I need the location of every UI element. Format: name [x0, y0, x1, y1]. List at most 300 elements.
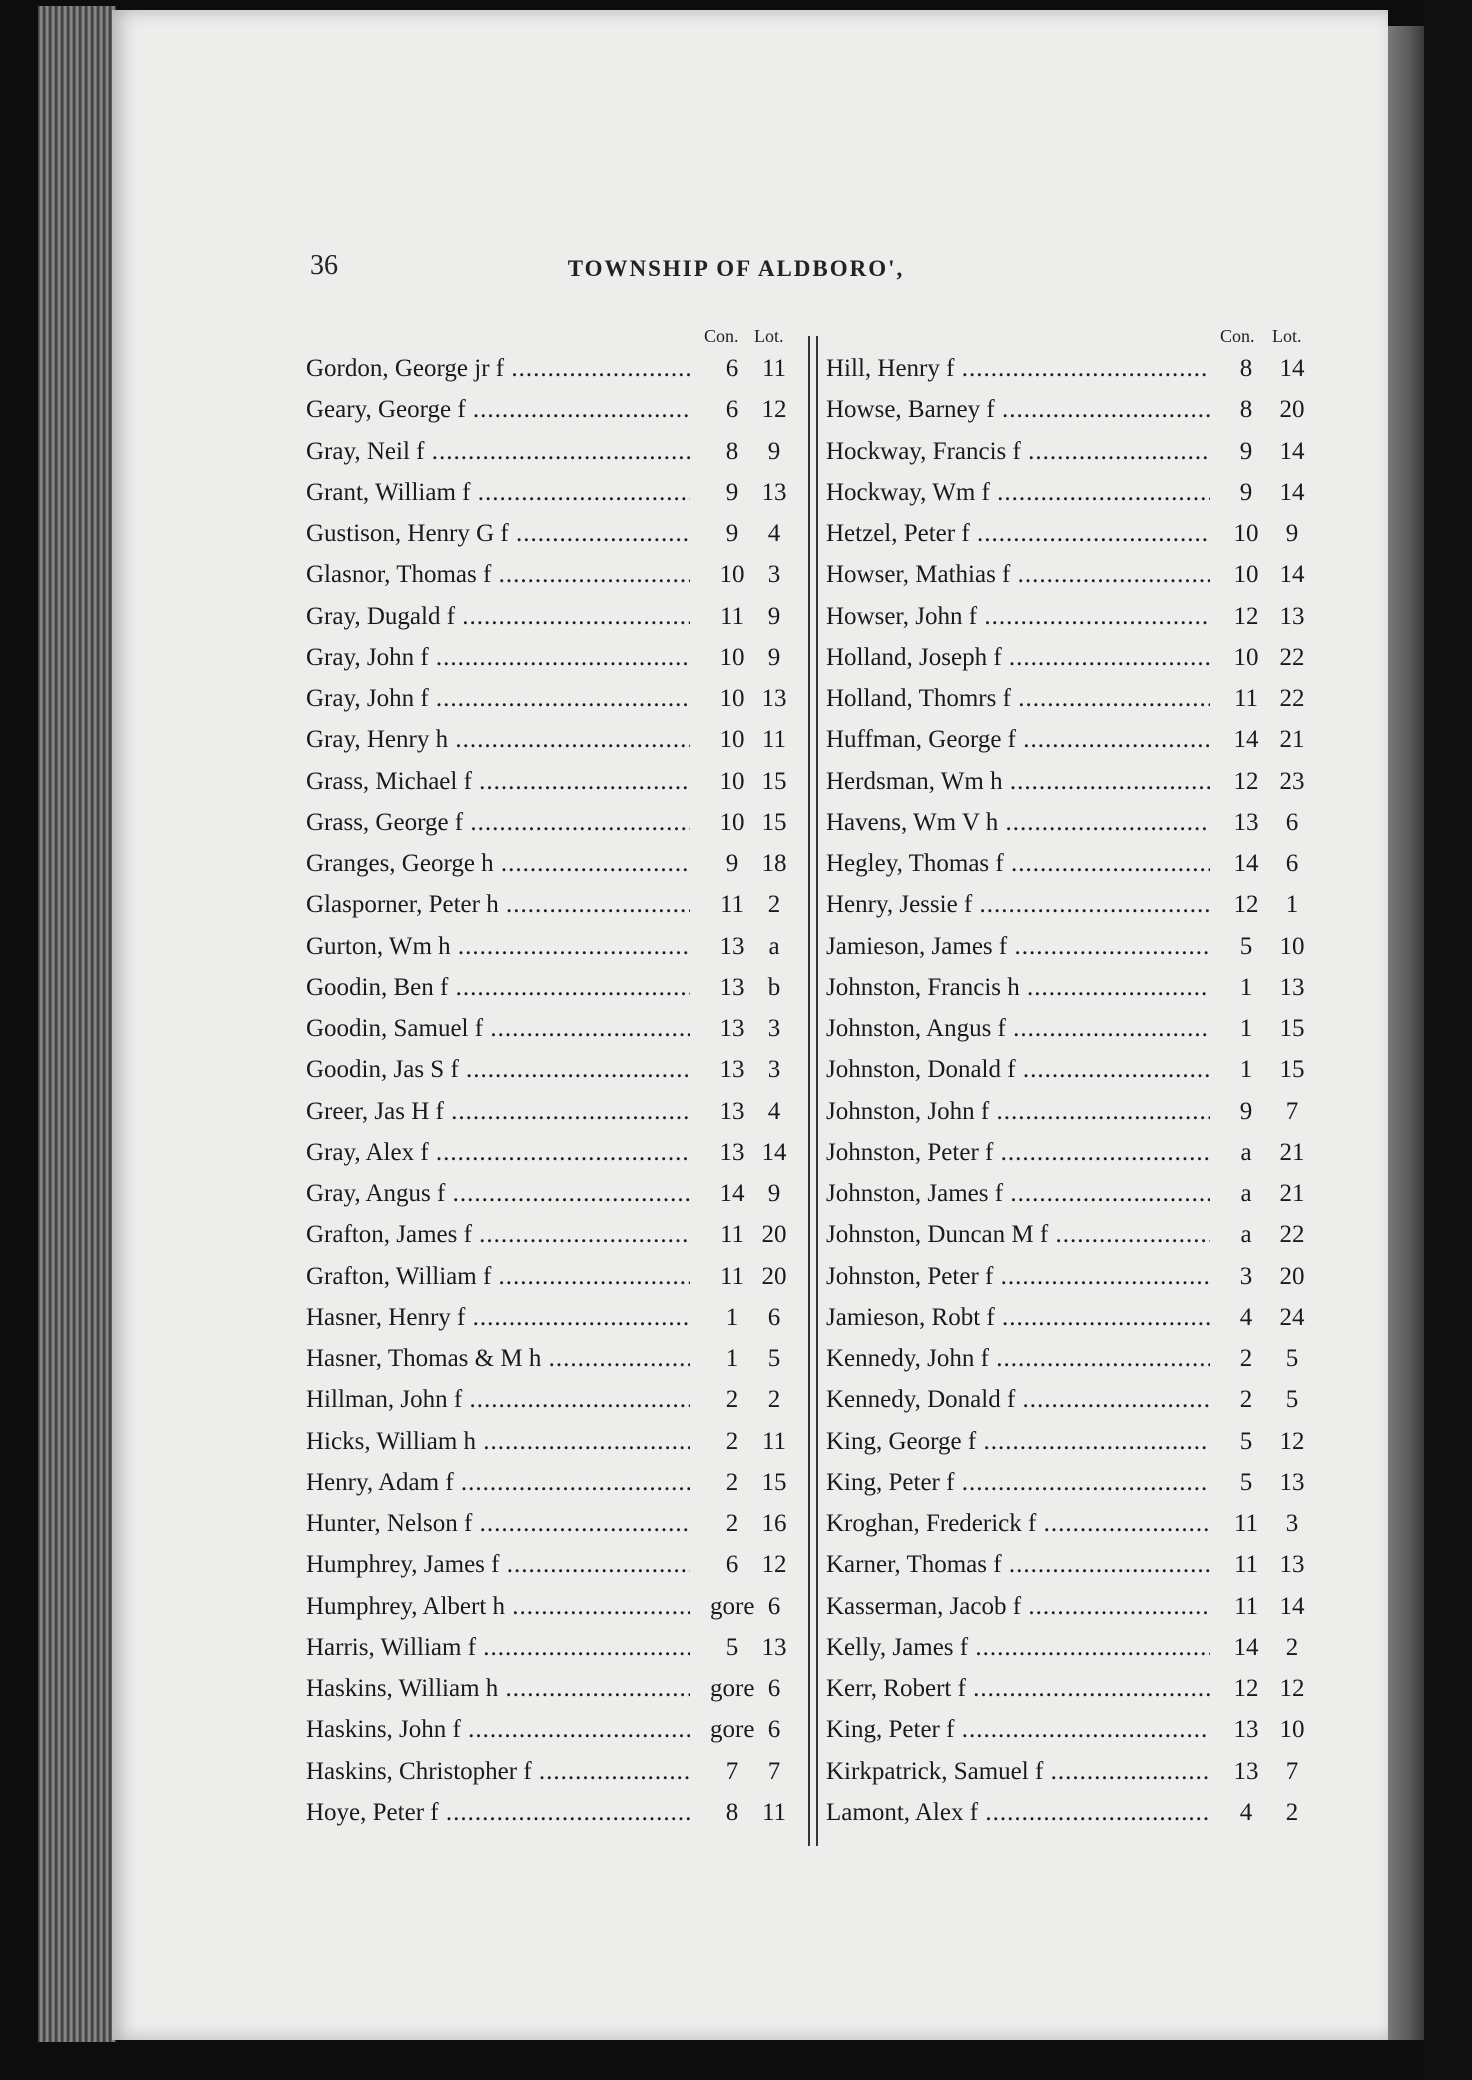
- entry-con: 6: [725, 355, 739, 382]
- list-item: [306, 513, 801, 554]
- entry-con: 11: [719, 1262, 745, 1290]
- list-item: [826, 1792, 1318, 1833]
- entry-con: 14: [719, 1180, 745, 1207]
- entry-name: Gray, Angus f .....: [306, 1173, 690, 1214]
- entry-lot: 22: [1279, 685, 1305, 712]
- entry-name: Hetzel, Peter f .....: [826, 513, 1210, 554]
- list-item: [306, 596, 801, 637]
- list-item: [306, 761, 801, 802]
- entry-con: 2: [725, 1427, 739, 1455]
- entry-con: 1: [1239, 973, 1253, 1001]
- left-column: [306, 320, 801, 1833]
- running-head: TOWNSHIP OF ALDBORO',: [567, 256, 905, 281]
- entry-name: Hillman, John f .....: [306, 1379, 690, 1420]
- entry-con: 9: [725, 520, 739, 547]
- entry-lot: 20: [761, 1262, 787, 1290]
- entry-lot: 14: [761, 1138, 787, 1166]
- entry-con: 10: [719, 685, 745, 712]
- entry-lot: 13: [1279, 1468, 1305, 1496]
- entry-lot: 4: [767, 1097, 781, 1125]
- entry-name: Grafton, William f .....: [306, 1256, 690, 1297]
- entry-lot: 5: [1285, 1386, 1299, 1414]
- entry-name: Johnston, Peter f .....: [826, 1256, 1210, 1297]
- list-item: [306, 1214, 801, 1255]
- entry-lot: 5: [1285, 1345, 1299, 1372]
- list-item: [826, 1214, 1318, 1255]
- list-item: [306, 1297, 801, 1338]
- entry-lot: 7: [767, 1757, 781, 1785]
- list-item: [306, 472, 801, 513]
- list-item: [306, 1503, 801, 1544]
- entry-con: 4: [1239, 1798, 1253, 1826]
- entry-con: 1: [725, 1345, 739, 1372]
- entry-lot: 2: [1285, 1798, 1299, 1826]
- entry-name: Kelly, James f .....: [826, 1627, 1210, 1668]
- entry-con: 1: [1239, 1056, 1253, 1084]
- list-item: [306, 802, 801, 843]
- entry-name: Goodin, Jas S f .....: [306, 1049, 690, 1090]
- entry-name: Harris, William f .....: [306, 1627, 690, 1668]
- entry-lot: 13: [761, 1633, 787, 1661]
- entry-con: a: [1240, 1180, 1252, 1207]
- entry-name: Johnston, James f .....: [826, 1173, 1210, 1214]
- list-item: [306, 1008, 801, 1049]
- entry-con: 1: [1239, 1015, 1253, 1042]
- entry-name: Grass, Michael f .....: [306, 761, 690, 802]
- page-right-edge: [1388, 26, 1424, 2040]
- list-item: [826, 1049, 1318, 1090]
- entry-lot: 3: [767, 1015, 781, 1042]
- entry-con: 1: [725, 1303, 739, 1331]
- right-entries: [826, 348, 1318, 1833]
- entry-con: 9: [1239, 437, 1253, 465]
- entry-lot: 13: [761, 685, 787, 712]
- list-item: [826, 1751, 1318, 1792]
- entry-lot: 9: [767, 1180, 781, 1207]
- entry-name: Goodin, Samuel f .....: [306, 1008, 690, 1049]
- list-item: [306, 348, 801, 389]
- lot-header: Lot.: [754, 326, 784, 346]
- entry-con: 13: [719, 1056, 745, 1084]
- entry-lot: 2: [767, 1386, 781, 1414]
- entry-con: 8: [725, 1798, 739, 1826]
- entry-name: Glasporner, Peter h .....: [306, 884, 690, 925]
- list-item: [306, 1421, 801, 1462]
- entry-name: Kroghan, Frederick f .....: [826, 1503, 1210, 1544]
- entry-lot: 23: [1279, 767, 1305, 795]
- list-item: [306, 1751, 801, 1792]
- entry-lot: 14: [1279, 437, 1305, 465]
- entry-lot: 9: [767, 602, 781, 630]
- column-divider: [808, 336, 818, 1846]
- entry-lot: 14: [1279, 561, 1305, 589]
- entry-lot: 6: [1285, 808, 1299, 836]
- entry-lot: 14: [1279, 478, 1305, 506]
- entry-lot: 4: [767, 520, 781, 547]
- list-item: [826, 1338, 1318, 1379]
- entry-lot: 3: [1285, 1510, 1299, 1537]
- list-item: [306, 1338, 801, 1379]
- entry-con: 2: [1239, 1386, 1253, 1414]
- entry-lot: 9: [767, 437, 781, 465]
- entry-lot: 15: [1279, 1015, 1305, 1042]
- entry-con: 12: [1233, 602, 1259, 630]
- list-item: [306, 431, 801, 472]
- entry-name: Gray, John f .....: [306, 678, 690, 719]
- entry-lot: 13: [1279, 602, 1305, 630]
- entry-name: Haskins, Christopher f .....: [306, 1751, 690, 1792]
- list-item: [826, 1544, 1318, 1585]
- entry-name: Kerr, Robert f .....: [826, 1668, 1210, 1709]
- list-item: [826, 678, 1318, 719]
- entry-name: Hegley, Thomas f .....: [826, 843, 1210, 884]
- entry-lot: b: [767, 973, 781, 1001]
- list-item: [826, 472, 1318, 513]
- entry-con: 9: [725, 478, 739, 506]
- entry-con: 10: [719, 561, 745, 589]
- entry-con: 13: [1233, 1716, 1259, 1744]
- entry-name: Johnston, Francis h .....: [826, 967, 1210, 1008]
- list-item: [306, 554, 801, 595]
- entry-name: Gray, John f .....: [306, 637, 690, 678]
- entry-lot: 21: [1279, 726, 1305, 754]
- entry-lot: 24: [1279, 1303, 1305, 1331]
- entry-name: Hasner, Thomas & M h .....: [306, 1338, 690, 1379]
- entry-con: 2: [725, 1468, 739, 1496]
- entry-name: Gray, Henry h .....: [306, 719, 690, 760]
- list-item: [306, 926, 801, 967]
- list-item: [306, 967, 801, 1008]
- entry-con: 13: [1233, 808, 1259, 836]
- background-right: [1424, 0, 1472, 2080]
- entry-name: Hasner, Henry f .....: [306, 1297, 690, 1338]
- con-header: Con.: [704, 326, 739, 346]
- entry-con: 5: [725, 1633, 739, 1661]
- entry-name: Gray, Dugald f .....: [306, 596, 690, 637]
- entry-con: 10: [719, 643, 745, 671]
- entry-con: 5: [1239, 1427, 1253, 1455]
- entry-name: Henry, Jessie f .....: [826, 884, 1210, 925]
- entry-name: Hicks, William h .....: [306, 1421, 690, 1462]
- left-entries: [306, 348, 801, 1833]
- column-header: [826, 320, 1318, 348]
- list-item: [826, 1503, 1318, 1544]
- entry-name: Gray, Alex f .....: [306, 1132, 690, 1173]
- list-item: [826, 1627, 1318, 1668]
- list-item: [306, 1668, 801, 1709]
- entry-name: Haskins, John f .....: [306, 1709, 690, 1750]
- list-item: [306, 1709, 801, 1750]
- entry-con: 8: [725, 437, 739, 465]
- entry-lot: 15: [761, 767, 787, 795]
- entry-con: 6: [725, 1551, 739, 1579]
- list-item: [826, 596, 1318, 637]
- entry-name: Howse, Barney f .....: [826, 389, 1210, 430]
- list-item: [826, 1668, 1318, 1709]
- entry-con: 11: [1233, 1510, 1259, 1537]
- list-item: [306, 1792, 801, 1833]
- entry-con: 7: [725, 1757, 739, 1785]
- lot-header: Lot.: [1272, 326, 1302, 346]
- list-item: [306, 1462, 801, 1503]
- entry-lot: 7: [1285, 1097, 1299, 1125]
- entry-name: Kirkpatrick, Samuel f .....: [826, 1751, 1210, 1792]
- entry-name: Havens, Wm V h .....: [826, 802, 1210, 843]
- entry-name: Kennedy, John f .....: [826, 1338, 1210, 1379]
- entry-name: Hill, Henry f .....: [826, 348, 1210, 389]
- entry-name: Johnston, Donald f .....: [826, 1049, 1210, 1090]
- entry-name: Johnston, Angus f .....: [826, 1008, 1210, 1049]
- entry-name: Haskins, William h .....: [306, 1668, 690, 1709]
- entry-con: 9: [725, 850, 739, 877]
- page-number: 36: [310, 250, 338, 281]
- list-item: [826, 1379, 1318, 1420]
- entry-name: Lamont, Alex f .....: [826, 1792, 1210, 1833]
- entry-con: 10: [719, 767, 745, 795]
- list-item: [306, 1627, 801, 1668]
- entry-con: 3: [1239, 1262, 1253, 1290]
- entry-lot: 10: [1279, 1716, 1305, 1744]
- list-item: [826, 513, 1318, 554]
- entry-con: 13: [719, 1097, 745, 1125]
- entry-con: 2: [1239, 1345, 1253, 1372]
- entry-name: Hunter, Nelson f .....: [306, 1503, 690, 1544]
- entry-name: Geary, George f .....: [306, 389, 690, 430]
- entry-lot: 22: [1279, 1221, 1305, 1249]
- list-item: [826, 802, 1318, 843]
- entry-name: Greer, Jas H f .....: [306, 1091, 690, 1132]
- entry-lot: 12: [761, 1551, 787, 1579]
- entry-name: Gordon, George jr f .....: [306, 348, 690, 389]
- list-item: [826, 719, 1318, 760]
- entry-lot: 6: [767, 1592, 781, 1620]
- list-item: [826, 967, 1318, 1008]
- entry-name: Humphrey, James f .....: [306, 1544, 690, 1585]
- entry-name: Gustison, Henry G f .....: [306, 513, 690, 554]
- entry-lot: 12: [1279, 1427, 1305, 1455]
- entry-name: Jamieson, James f .....: [826, 926, 1210, 967]
- list-item: [826, 637, 1318, 678]
- entry-name: Hoye, Peter f .....: [306, 1792, 690, 1833]
- entry-lot: 7: [1285, 1757, 1299, 1785]
- entry-con: 6: [725, 396, 739, 424]
- entry-name: Henry, Adam f .....: [306, 1462, 690, 1503]
- entry-lot: 11: [761, 355, 787, 382]
- entry-name: Holland, Thomrs f .....: [826, 678, 1210, 719]
- entry-con: 11: [1233, 1592, 1259, 1620]
- entry-name: King, Peter f .....: [826, 1462, 1210, 1503]
- entry-lot: 11: [761, 1798, 787, 1826]
- entry-lot: 10: [1279, 932, 1305, 960]
- entry-con: 4: [1239, 1303, 1253, 1331]
- entry-con: 11: [719, 1221, 745, 1249]
- list-item: [826, 884, 1318, 925]
- entry-con: 10: [1233, 561, 1259, 589]
- entry-con: 8: [1239, 396, 1253, 424]
- entry-lot: 3: [767, 1056, 781, 1084]
- entry-con: 9: [1239, 1097, 1253, 1125]
- list-item: [826, 1091, 1318, 1132]
- entry-name: Hockway, Wm f .....: [826, 472, 1210, 513]
- list-item: [826, 1256, 1318, 1297]
- entry-name: Gurton, Wm h .....: [306, 926, 690, 967]
- list-item: [306, 843, 801, 884]
- entry-con: 10: [719, 726, 745, 754]
- list-item: [306, 1256, 801, 1297]
- entry-con: 11: [719, 602, 745, 630]
- list-item: [306, 884, 801, 925]
- entry-con: 8: [1239, 355, 1253, 382]
- entry-name: Goodin, Ben f .....: [306, 967, 690, 1008]
- entry-name: Howser, John f .....: [826, 596, 1210, 637]
- entry-name: Grant, William f .....: [306, 472, 690, 513]
- entry-lot: 11: [761, 726, 787, 754]
- entry-lot: 21: [1279, 1138, 1305, 1166]
- entry-name: Howser, Mathias f .....: [826, 554, 1210, 595]
- list-item: [306, 389, 801, 430]
- column-header: [306, 320, 801, 348]
- entry-con: 10: [1233, 520, 1259, 547]
- entry-con: 12: [1233, 891, 1259, 919]
- entry-name: Granges, George h .....: [306, 843, 690, 884]
- entry-name: Grafton, James f .....: [306, 1214, 690, 1255]
- list-item: [826, 843, 1318, 884]
- entry-lot: 12: [1279, 1675, 1305, 1702]
- entry-lot: 18: [761, 850, 787, 877]
- entry-con: 13: [1233, 1757, 1259, 1785]
- entry-name: Grass, George f .....: [306, 802, 690, 843]
- list-item: [826, 1421, 1318, 1462]
- entry-con: 5: [1239, 932, 1253, 960]
- entry-name: Gray, Neil f .....: [306, 431, 690, 472]
- entry-con: 13: [719, 1138, 745, 1166]
- entry-lot: 14: [1279, 1592, 1305, 1620]
- entry-lot: 21: [1279, 1180, 1305, 1207]
- entry-con: 13: [719, 973, 745, 1001]
- list-item: [826, 1173, 1318, 1214]
- entry-lot: 13: [761, 478, 787, 506]
- entry-con: 9: [1239, 478, 1253, 506]
- entry-name: Holland, Joseph f .....: [826, 637, 1210, 678]
- entry-con: gore: [710, 1592, 755, 1620]
- con-header: Con.: [1220, 326, 1255, 346]
- page-stack-edge: [38, 6, 116, 2042]
- entry-con: a: [1240, 1138, 1252, 1166]
- entry-name: King, Peter f .....: [826, 1709, 1210, 1750]
- list-item: [826, 926, 1318, 967]
- entry-con: 10: [1233, 643, 1259, 671]
- entry-lot: 20: [1279, 396, 1305, 424]
- list-item: [306, 1173, 801, 1214]
- entry-lot: 3: [767, 561, 781, 589]
- entry-lot: 14: [1279, 355, 1305, 382]
- entry-lot: 20: [1279, 1262, 1305, 1290]
- entry-lot: 2: [767, 891, 781, 919]
- right-column: [826, 320, 1318, 1833]
- entry-con: 13: [719, 932, 745, 960]
- entry-con: 11: [1233, 1551, 1259, 1579]
- entry-name: Johnston, Duncan M f .....: [826, 1214, 1210, 1255]
- entry-con: 11: [1233, 685, 1259, 712]
- entry-lot: 6: [767, 1675, 781, 1702]
- entry-lot: 13: [1279, 1551, 1305, 1579]
- entry-name: Kennedy, Donald f .....: [826, 1379, 1210, 1420]
- entry-con: 10: [719, 808, 745, 836]
- entry-name: Johnston, John f .....: [826, 1091, 1210, 1132]
- entry-lot: 15: [761, 808, 787, 836]
- list-item: [826, 1462, 1318, 1503]
- entry-name: King, George f .....: [826, 1421, 1210, 1462]
- entry-name: Huffman, George f .....: [826, 719, 1210, 760]
- entry-name: Kasserman, Jacob f .....: [826, 1586, 1210, 1627]
- entry-con: 14: [1233, 850, 1259, 877]
- entry-lot: 6: [767, 1716, 781, 1744]
- entry-con: 12: [1233, 1675, 1259, 1702]
- list-item: [826, 1709, 1318, 1750]
- entry-lot: 9: [767, 643, 781, 671]
- entry-lot: 5: [767, 1345, 781, 1372]
- list-item: [826, 348, 1318, 389]
- entry-lot: 6: [1285, 850, 1299, 877]
- list-item: [306, 1586, 801, 1627]
- entry-name: Humphrey, Albert h .....: [306, 1586, 690, 1627]
- list-item: [306, 1132, 801, 1173]
- entry-name: Glasnor, Thomas f .....: [306, 554, 690, 595]
- entry-lot: 16: [761, 1510, 787, 1537]
- entry-con: a: [1240, 1221, 1252, 1249]
- entry-con: 13: [719, 1015, 745, 1042]
- entry-lot: 6: [767, 1303, 781, 1331]
- list-item: [826, 389, 1318, 430]
- entry-lot: 15: [761, 1468, 787, 1496]
- list-item: [306, 1544, 801, 1585]
- list-item: [306, 678, 801, 719]
- entry-lot: 15: [1279, 1056, 1305, 1084]
- list-item: [826, 1586, 1318, 1627]
- entry-lot: 11: [761, 1427, 787, 1455]
- entry-name: Hockway, Francis f .....: [826, 431, 1210, 472]
- entry-con: 12: [1233, 767, 1259, 795]
- entry-con: 11: [719, 891, 745, 919]
- entry-lot: a: [768, 932, 780, 960]
- list-item: [826, 431, 1318, 472]
- list-item: [826, 554, 1318, 595]
- entry-lot: 12: [761, 396, 787, 424]
- entry-lot: 9: [1285, 520, 1299, 547]
- list-item: [826, 1132, 1318, 1173]
- entry-con: gore: [710, 1716, 755, 1744]
- entry-con: 14: [1233, 1633, 1259, 1661]
- list-item: [306, 1379, 801, 1420]
- entry-lot: 20: [761, 1221, 787, 1249]
- entry-con: 2: [725, 1386, 739, 1414]
- list-item: [306, 637, 801, 678]
- entry-lot: 2: [1285, 1633, 1299, 1661]
- entry-lot: 1: [1285, 891, 1299, 919]
- entry-con: 14: [1233, 726, 1259, 754]
- entry-name: Johnston, Peter f .....: [826, 1132, 1210, 1173]
- list-item: [306, 1091, 801, 1132]
- entry-name: Herdsman, Wm h .....: [826, 761, 1210, 802]
- list-item: [306, 719, 801, 760]
- list-item: [826, 1008, 1318, 1049]
- entry-lot: 13: [1279, 973, 1305, 1001]
- entry-name: Karner, Thomas f .....: [826, 1544, 1210, 1585]
- entry-con: 5: [1239, 1468, 1253, 1496]
- list-item: [826, 761, 1318, 802]
- entry-con: gore: [710, 1675, 755, 1702]
- entry-con: 2: [725, 1510, 739, 1537]
